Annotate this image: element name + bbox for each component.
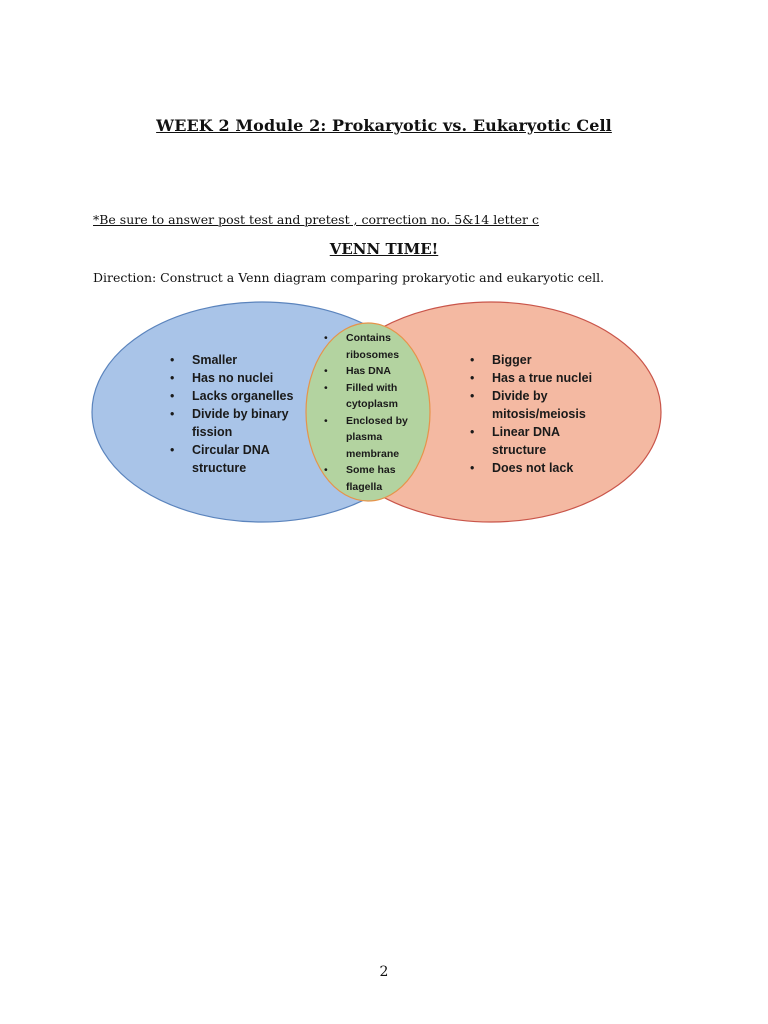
list-item: • Has a true nuclei <box>466 369 606 387</box>
list-item: • Filled with cytoplasm <box>320 380 420 413</box>
instruction-note: *Be sure to answer post test and pretest , correction no. 5&14 letter c <box>93 212 540 227</box>
document-title: WEEK 2 Module 2: Prokaryotic vs. Eukaryotic Cell <box>156 116 612 135</box>
list-item: • Linear DNA structure <box>466 423 606 459</box>
list-item: • Enclosed by plasma membrane <box>320 413 420 463</box>
list-item: • Divide by mitosis/meiosis <box>466 387 606 423</box>
page-number: 2 <box>379 964 389 980</box>
eukaryotic-traits-list <box>466 351 606 477</box>
direction-text: Direction: Construct a Venn diagram comparing prokaryotic and eukaryotic cell. <box>93 270 605 285</box>
list-item: • Lacks organelles <box>166 387 306 405</box>
list-item: • Divide by binary fission <box>166 405 306 441</box>
prokaryotic-traits-list <box>166 351 306 477</box>
list-item: • Has no nuclei <box>166 369 306 387</box>
list-item: • Some has flagella <box>320 462 420 495</box>
list-item: • Smaller <box>166 351 306 369</box>
section-heading: VENN TIME! <box>329 240 439 258</box>
list-item: • Bigger <box>466 351 606 369</box>
list-item: • Does not lack <box>466 459 606 477</box>
list-item: • Circular DNA structure <box>166 441 306 477</box>
list-item: • Contains ribosomes <box>320 330 420 363</box>
list-item: • Has DNA <box>320 363 420 380</box>
shared-traits-list <box>320 330 420 495</box>
